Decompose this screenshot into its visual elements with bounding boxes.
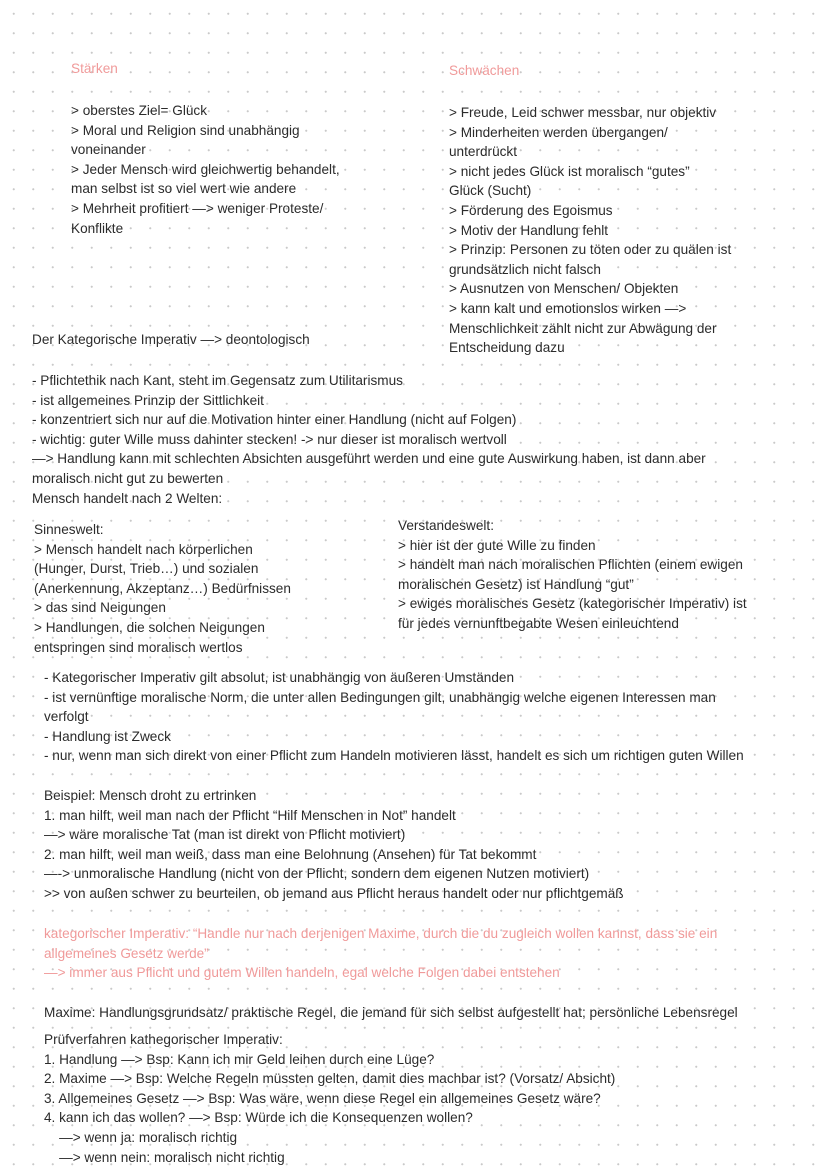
list-item: > kann kalt und emotionslos wirken —> (449, 300, 687, 316)
section-heading-kant: Der Kategorische Imperativ —> deontologisch (32, 332, 310, 347)
list-item: > nicht jedes Glück ist moralisch “gutes” (449, 163, 690, 179)
list-item: voneinander (71, 142, 146, 158)
text-line: Prüfverfahren kathegorischer Imperativ: (44, 1032, 283, 1047)
sinneswelt-block (34, 520, 291, 657)
list-item: > Freude, Leid schwer messbar, nur objektiv (449, 105, 717, 120)
text-line: - Kategorischer Imperativ gilt absolut, ist unabhängig von äußeren Umständen (44, 670, 514, 685)
list-item: grundsätzlich nicht falsch (449, 261, 601, 277)
list-item: > Moral und Religion sind unabhängig (71, 122, 300, 138)
text-line: —> wenn ja: moralisch richtig (44, 1129, 238, 1145)
text-line: - ist allgemeines Prinzip der Sittlichkeit (32, 392, 264, 408)
text-line: 3. Allgemeines Gesetz —> Bsp: Was wäre, wenn diese Regel ein allgemeines Gesetz wäre? (44, 1090, 601, 1106)
text-line: Mensch handelt nach 2 Welten: (32, 490, 223, 506)
text-line: 2. Maxime —> Bsp: Welche Regeln müssten gelten, damit dies machbar ist? (Vorsatz/ Absicht) (44, 1071, 616, 1087)
text-line: Beispiel: Mensch droht zu ertrinken (44, 788, 257, 803)
list-item: > Minderheiten werden übergangen/ (449, 124, 668, 140)
text-line: —> wenn nein: moralisch nicht richtig (44, 1149, 285, 1165)
list-item: > Jeder Mensch wird gleichwertig behandelt, (71, 161, 340, 177)
list-item: > oberstes Ziel= Glück (71, 103, 207, 118)
text-line: allgemeines Gesetz werde” (44, 945, 209, 961)
maxime-definition (44, 1003, 738, 1023)
text-line: —> Handlung kann mit schlechten Absichten ausgeführt werden und eine gute Auswirkung haben, ist dann aber (32, 451, 706, 467)
imperativ-quote (44, 924, 717, 983)
list-item: unterdrückt (449, 144, 518, 160)
text-line: > Handlungen, die solchen Neigungen (34, 619, 265, 635)
text-line: —> wäre moralische Tat (man ist direkt von Pflicht motiviert) (44, 827, 406, 843)
list-item: Menschlichkeit zählt nicht zur Abwägung der (449, 320, 717, 336)
text-line: > das sind Neigungen (34, 600, 166, 616)
text-line: Maxime: Handlungsgrundsatz/ praktische Regel, die jemand für sich selbst aufgestellt hat; persönliche Lebensregel (44, 1005, 738, 1020)
text-line: - konzentriert sich nur auf die Motivation hinter einer Handlung (nicht auf Folgen) (32, 412, 517, 428)
pruefverfahren-list (44, 1030, 615, 1167)
text-line: für jedes vernunftbegabte Wesen einleuchtend (398, 615, 679, 631)
text-line: —-> unmoralische Handlung (nicht von der Pflicht, sondern dem eigenen Nutzen motiviert) (44, 866, 590, 882)
list-item: > Ausnutzen von Menschen/ Objekten (449, 281, 679, 297)
text-line: - nur, wenn man sich direkt von einer Pflicht zum Handeln motivieren lässt, handelt es sich um richtigen guten Willen (44, 748, 744, 764)
staerken-list (71, 101, 340, 238)
list-item: man selbst ist so viel wert wie andere (71, 181, 297, 197)
text-line: > Mensch handelt nach körperlichen (34, 541, 253, 557)
text-line: Verstandeswelt: (398, 518, 494, 533)
text-line: - Handlung ist Zweck (44, 728, 171, 744)
list-item: Glück (Sucht) (449, 183, 532, 199)
text-line: (Anerkennung, Akzeptanz…) Bedürfnissen (34, 580, 291, 596)
schwaechen-title: Schwächen (449, 63, 520, 78)
text-line: (Hunger, Durst, Trieb…) und sozialen (34, 561, 259, 577)
text-line: kategorischer Imperativ: “Handle nur nach derjenigen Maxime, durch die du zugleich wollen kannst, dass sie ein (44, 926, 718, 941)
text-line: > hier ist der gute Wille zu finden (398, 537, 596, 553)
text-line: - Pflichtethik nach Kant, steht im Gegensatz zum Utilitarismus (32, 373, 403, 388)
list-item: Konflikte (71, 220, 124, 236)
text-line: —> immer aus Pflicht und gutem Willen handeln, egal welche Folgen dabei entstehen (44, 965, 560, 981)
text-line: verfolgt (44, 709, 89, 725)
list-item: > Mehrheit profitiert —> weniger Proteste/ (71, 200, 324, 216)
text-line: > ewiges moralisches Gesetz (kategorischer Imperativ) ist (398, 596, 747, 612)
imperativ-paragraph (44, 668, 744, 766)
text-line: Sinneswelt: (34, 522, 104, 537)
text-line: 2. man hilft, weil man weiß, dass man eine Belohnung (Ansehen) für Tat bekommt (44, 846, 537, 862)
text-line: 1. Handlung —> Bsp: Kann ich mir Geld leihen durch eine Lüge? (44, 1051, 435, 1067)
text-line: - wichtig: guter Wille muss dahinter stecken! -> nur dieser ist moralisch wertvoll (32, 431, 507, 447)
list-item: Entscheidung dazu (449, 340, 565, 356)
text-line: >> von außen schwer zu beurteilen, ob jemand aus Pflicht heraus handelt oder nur pflichtgemäß (44, 885, 624, 901)
text-line: entspringen sind moralisch wertlos (34, 639, 243, 655)
staerken-title: Stärken (71, 61, 118, 76)
list-item: > Prinzip: Personen zu töten oder zu quälen ist (449, 242, 732, 258)
schwaechen-list (449, 103, 731, 358)
text-line: moralisch nicht gut zu bewerten (32, 470, 224, 486)
text-line: > handelt man nach moralischen Pflichten (einem ewigen (398, 557, 743, 573)
intro-paragraph (32, 371, 706, 508)
text-line: moralischen Gesetz) ist Handlung “gut” (398, 576, 634, 592)
list-item: > Förderung des Egoismus (449, 202, 613, 218)
verstandeswelt-block (398, 516, 747, 634)
beispiel-paragraph (44, 786, 624, 904)
list-item: > Motiv der Handlung fehlt (449, 222, 609, 238)
text-line: 4. kann ich das wollen? —> Bsp: Würde ich die Konsequenzen wollen? (44, 1110, 473, 1126)
text-line: - ist vernünftige moralische Norm, die unter allen Bedingungen gilt, unabhängig welche eigenen Interessen man (44, 689, 716, 705)
text-line: 1. man hilft, weil man nach der Pflicht “Hilf Menschen in Not” handelt (44, 807, 456, 823)
